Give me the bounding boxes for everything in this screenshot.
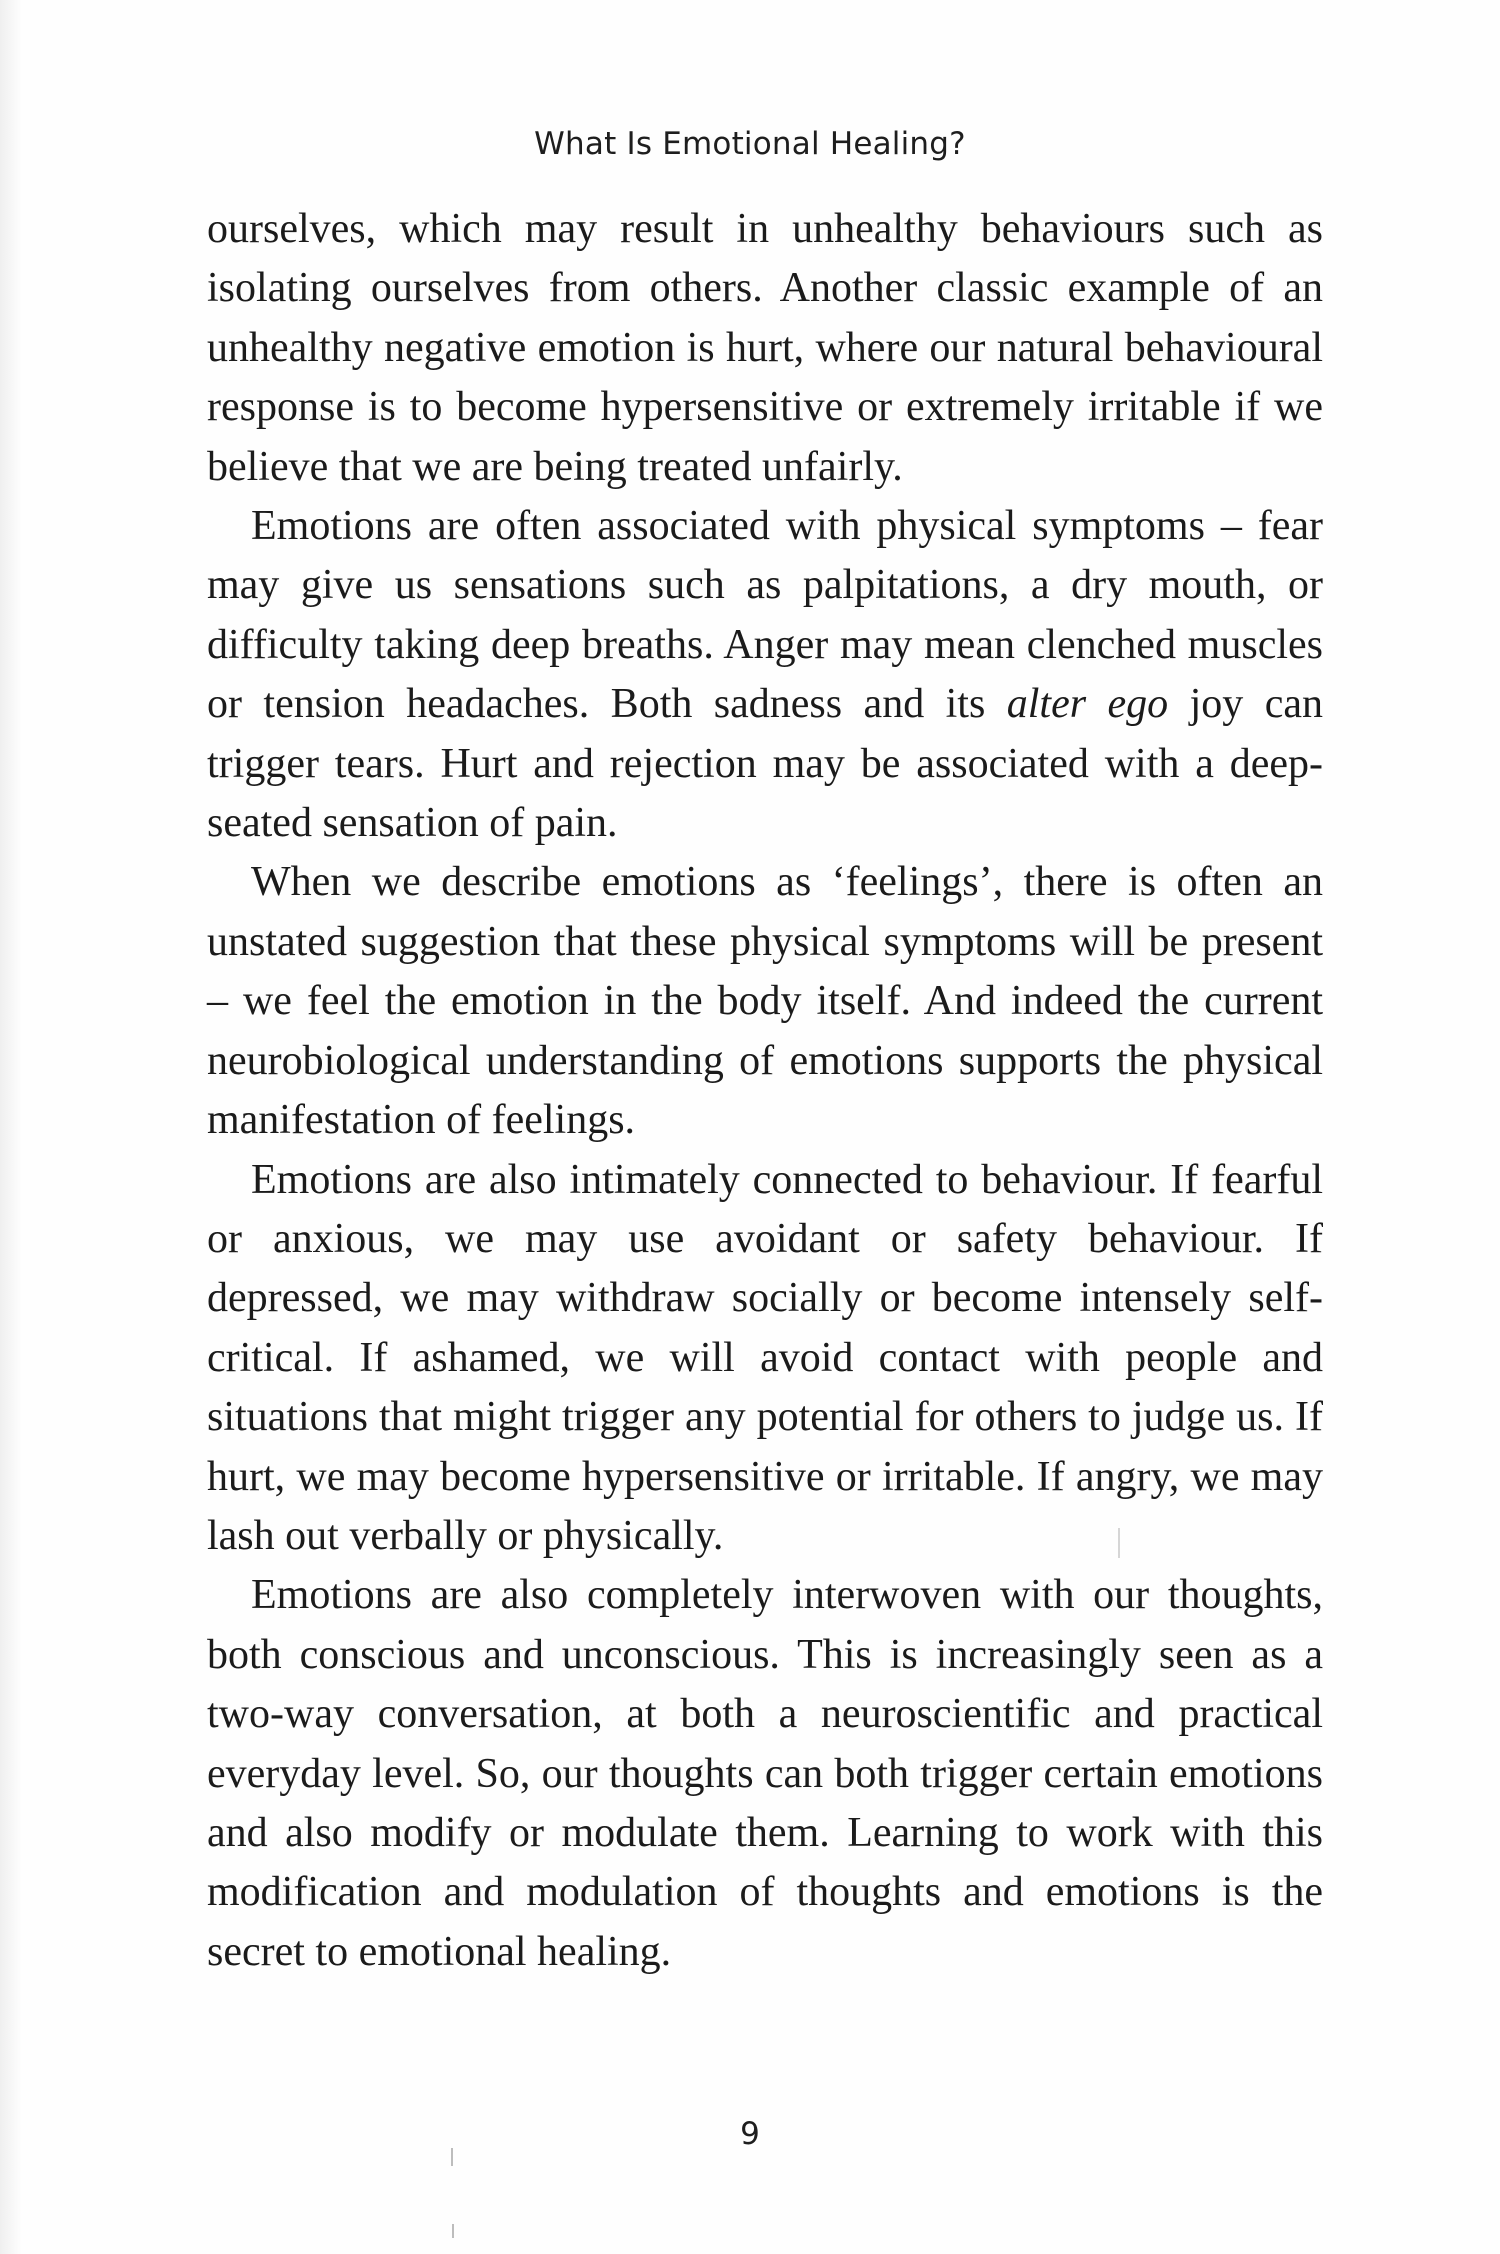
paragraph-2-text-b: joy can trigger tears. Hurt and rejection may be associated with a deep-seated sensation of pain. (207, 681, 1324, 847)
scan-speck (452, 2224, 454, 2238)
scan-speck (1118, 1528, 1120, 1558)
paragraph-2 (207, 497, 1323, 853)
paragraph-2-text-a: Emotions are often associated with physical symptoms – fear may give us sensations such as palpitations, a dry mouth, or difficulty taking deep breaths. Anger may mean clenched muscles or tension headaches. Both sadness and its (207, 503, 1323, 728)
scan-speck (451, 2148, 453, 2166)
page-number: 9 (740, 2116, 760, 2152)
italic-phrase: alter ego (1006, 681, 1169, 728)
page-edge-shadow (0, 0, 22, 2254)
paragraph-1: ourselves, which may result in unhealthy behaviours such as isolating ourselves from others. Another classic example of an unhealthy negative emotion is hurt, where our natural behavioural response is to become hypersensitive or extremely irritable if we believe that we are being treated unfairly. (207, 206, 1323, 490)
paragraph-3: When we describe emotions as ‘feelings’, there is often an unstated suggestion that these physical symptoms will be present – we feel the emotion in the body itself. And indeed the current neurobiological understanding of emotions supports the physical manifestation of feelings. (207, 859, 1323, 1144)
paragraph-5: Emotions are also completely interwoven with our thoughts, both conscious and unconscious. This is increasingly seen as a two-way conversation, at both a neuroscientific and practical everyday level. So, our thoughts can both trigger certain emotions and also modify or modulate them. Learning to work with this modification and modulation of thoughts and emotions is the secret to emotional healing. (207, 1572, 1323, 1975)
body-text (207, 200, 1323, 1982)
paragraph-4: Emotions are also intimately connected to behaviour. If fearful or anxious, we may use avoidant or safety behaviour. If depressed, we may withdraw socially or become intensely self-critical. If ashamed, we will avoid contact with people and situations that might trigger any potential for others to judge us. If hurt, we may become hypersensitive or irritable. If angry, we may lash out verbally or physically. (207, 1156, 1323, 1559)
running-head: What Is Emotional Healing? (534, 126, 966, 162)
